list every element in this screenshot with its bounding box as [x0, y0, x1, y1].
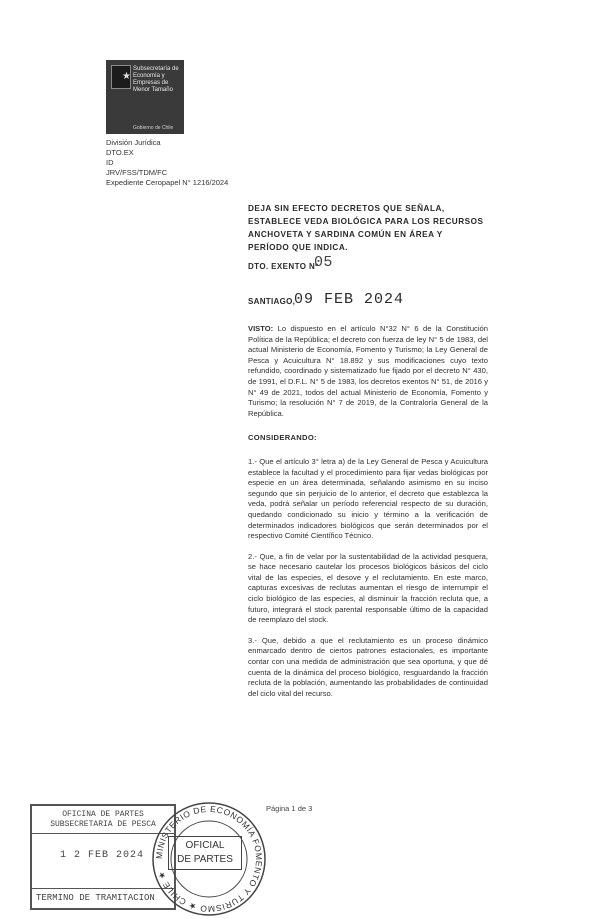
place-date-row — [248, 291, 405, 308]
division-line: División Jurídica — [106, 138, 161, 147]
ministry-logo — [106, 60, 184, 134]
ministry-seal — [150, 800, 268, 918]
considerando-item-3: 3.- Que, debido a que el reclutamiento es un proceso dinámico enmarcado dentro de ciertos patrones estacionales, es importante contar con una medida de administración que sea oportuna, y que dé cuenta de la dinámica del proceso biológico, resguardando la fracción recluta de la población, aumentando las probabilidades de continuidad del ciclo vital del recurso. — [248, 635, 488, 698]
seal-ring-text: MINISTERIO DE ECONOMÍA FOMENTO Y TURISMO ★ CHILE ★ — [153, 803, 265, 915]
decree-label: DTO. EXENTO Nº — [248, 262, 319, 271]
logo-gov-text: Gobierno de Chile — [133, 125, 174, 131]
file-number-line: Expediente Ceropapel N° 1216/2024 — [106, 178, 229, 187]
logo-text: Subsecretaría de Economía y Empresas de Menor Tamaño — [133, 66, 179, 93]
considerando-item-2: 2.- Que, a fin de velar por la sustentabilidad de la actividad pesquera, se hace necesario cautelar los procesos biológicos básicos del ciclo vital de las especies, el desove y el reclutamiento. En este marco, capturas excesivas de reclutas aumentan el riesgo de interrumpir el ciclo biológico de las especies, al disminuir la fracción recluta que, a futuro, integrará el stock parental responsable último de la capacidad de reemplazo del stock. — [248, 551, 488, 625]
considerando-item-1: 1.- Que el artículo 3° letra a) de la Ley General de Pesca y Acuicultura establece la facultad y el procedimiento para fijar vedas biológicas por especie en un área determinada, señalando asimismo en su inciso segundo que sin perjuicio de lo anterior, el decreto que establezca la veda, podrá señalar un período referencial respecto de su duración, quedando condicionado su inicio y término a la verificación de determinados indicadores biológicos que serán determinados por el respectivo Comité Científico Técnico. — [248, 456, 488, 541]
doc-type-line: DTO.EX — [106, 148, 134, 157]
page-number: Página 1 de 3 — [266, 804, 313, 813]
coat-of-arms-icon: ★ — [111, 65, 131, 89]
decree-number-row — [248, 254, 333, 271]
initials-line: JRV/FSS/TDM/FC — [106, 168, 168, 177]
visto-text: Lo dispuesto en el artículo N°32 N° 6 de la Constitución Política de la República; el decreto con fuerza de ley N° 5 de 1983, del actual Ministerio de Economía, Fomento y Turismo; la Ley General de Pesca y Acuicultura N° 18.892 y sus modificaciones cuyo texto refundido, coordinado y sistematizado fue fijado por el decreto N° 430, de 1991, el D.F.L. N° 5 de 1983, los decretos exentos N° 51, de 2016 y N° 49 de 2021, todos del actual Ministerio de Economía, Fomento y Turismo; la resolución N° 7 de 2019, de la Contraloría General de la República. — [248, 324, 488, 418]
reference-block — [106, 138, 228, 188]
visto-label: VISTO: — [248, 324, 274, 333]
decree-number: 05 — [314, 254, 333, 271]
id-line: ID — [106, 158, 114, 167]
office-stamp-line1: OFICINA DE PARTES — [62, 810, 144, 819]
place-label: SANTIAGO, — [248, 297, 296, 306]
visto-paragraph — [248, 324, 488, 419]
office-stamp-line2: SUBSECRETARIA DE PESCA — [32, 820, 174, 834]
office-stamp-bottom: TERMINO DE TRAMITACION — [32, 888, 174, 903]
decree-date: 09 FEB 2024 — [294, 291, 405, 308]
office-stamp-date: 1 2 FEB 2024 — [60, 850, 145, 861]
decree-body — [248, 324, 488, 709]
considerando-heading: CONSIDERANDO: — [248, 433, 317, 443]
seal-center-line1: OFICIAL — [185, 840, 225, 851]
seal-center-line2: DE PARTES — [177, 854, 233, 865]
seal-center — [168, 836, 242, 870]
decree-title: DEJA SIN EFECTO DECRETOS QUE SEÑALA, ESTABLECE VEDA BIOLÓGICA PARA LOS RECURSOS ANCHOVETA Y SARDINA COMÚN EN ÁREA Y PERÍODO QUE INDICA. — [248, 204, 484, 252]
